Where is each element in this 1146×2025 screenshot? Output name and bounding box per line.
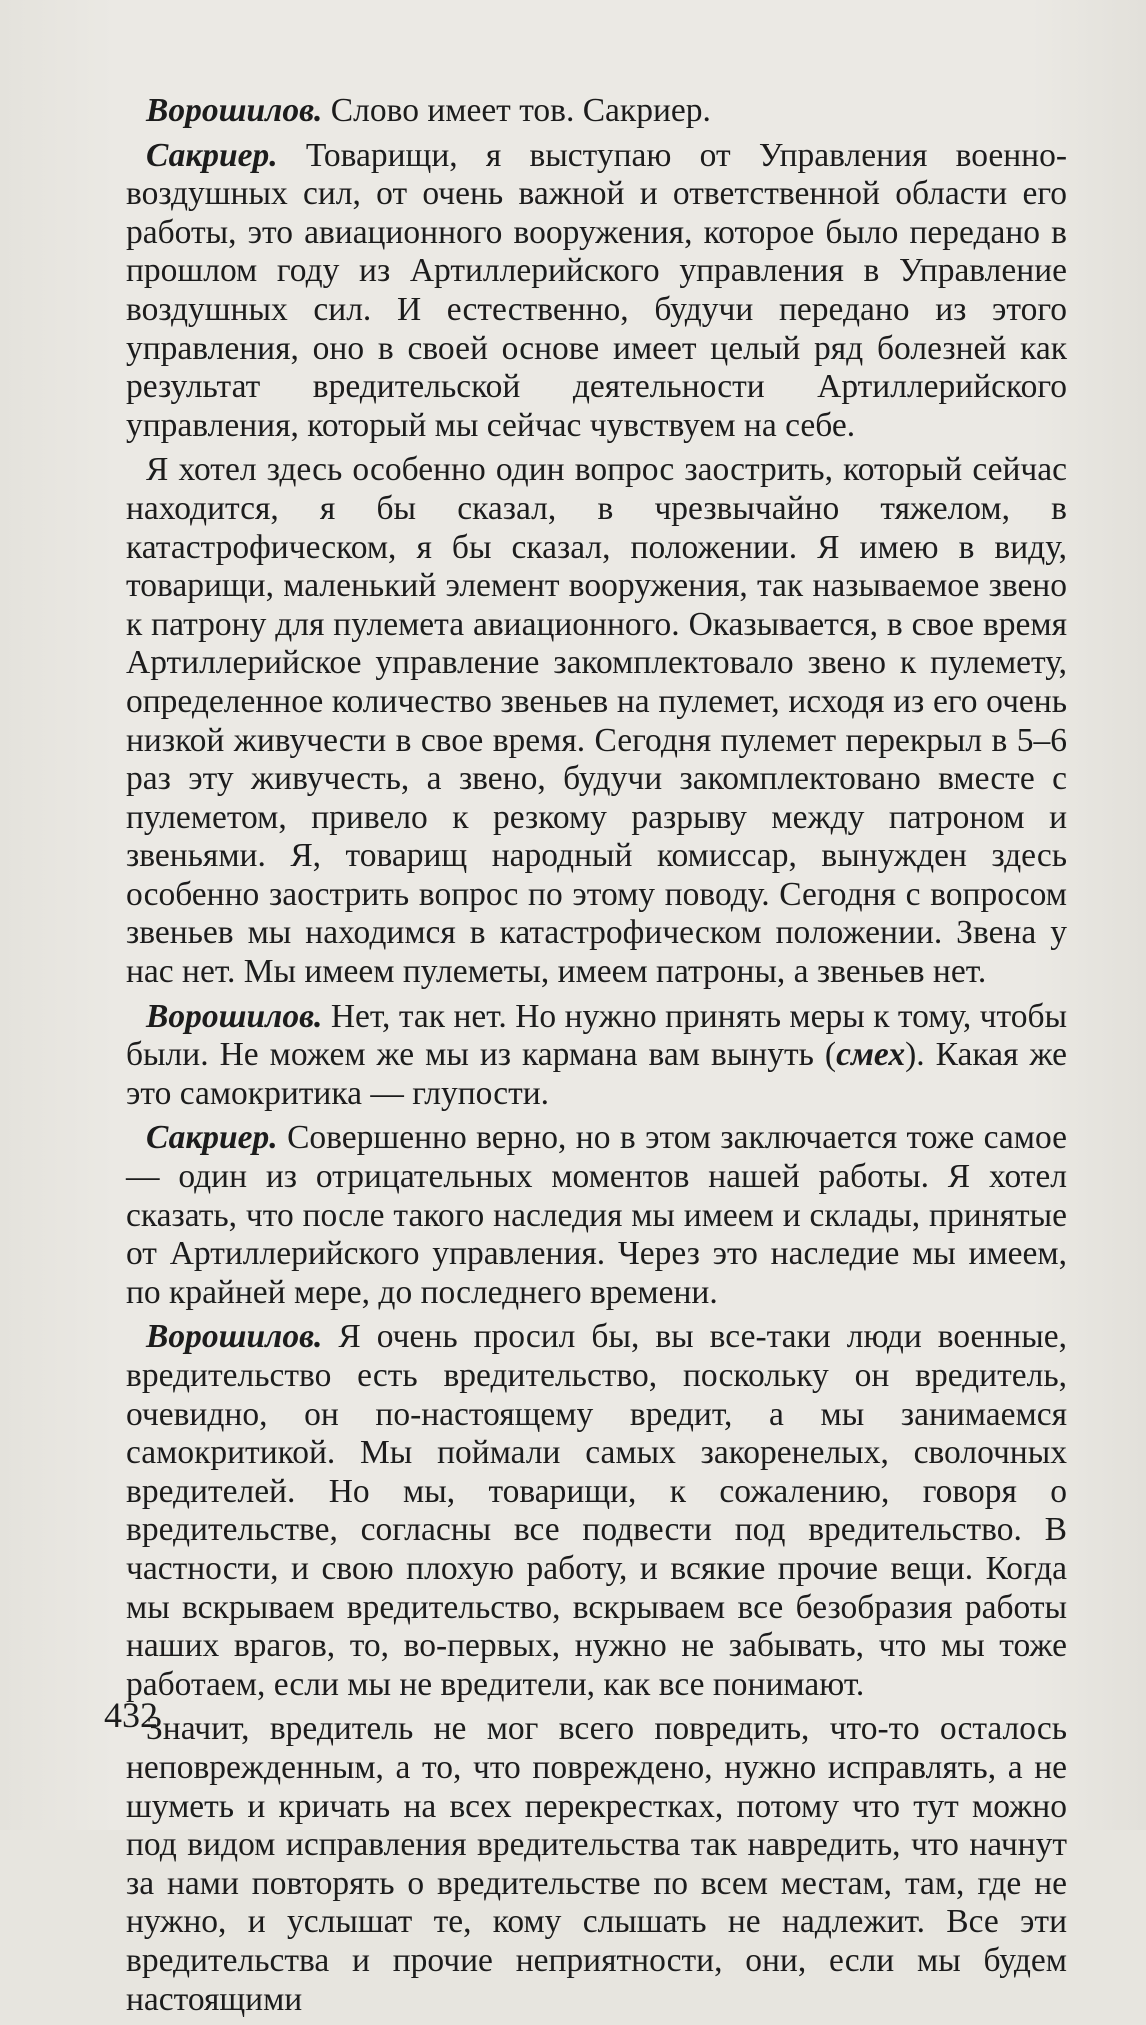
- paragraph-5: [126, 1119, 1067, 1312]
- speaker-name: Сакриер.: [146, 136, 278, 174]
- paragraph-6: [126, 1318, 1067, 1704]
- transcript-text: [126, 92, 1067, 2025]
- page-number: 432: [104, 1695, 158, 1735]
- paragraph-2: [126, 137, 1067, 446]
- paragraph-text: Я очень просил бы, вы все-таки люди военные, вредительство есть вредительство, поскольку он вредитель, очевидно, он по-настоящему вредит, а мы занимаемся самокритикой. Мы поймали самых закоренелых, сволочных вредителей. Но мы, товарищи, к сожалению, говоря о вредительстве, согласны все подвести под вредительство. В частности, и свою плохую работу, и всякие прочие вещи. Когда мы вскрываем вредительство, вскрываем все безобразия работы наших врагов, то, во-первых, нужно не забывать, что мы тоже работаем, если мы не вредители, как все понимают.: [126, 1318, 1067, 1703]
- paragraph-1: [126, 92, 1067, 131]
- paragraph-4: [126, 998, 1067, 1114]
- paragraph-text: Значит, вредитель не мог всего повредить, что-то осталось неповрежденным, а то, что повреждено, нужно исправлять, а не шуметь и кричать на всех перекрестках, потому что тут можно под видом исправления вредительства так навредить, что начнут за нами повторять о вредительстве по всем местам, там, где не нужно, и услышат те, кому слышать не надлежит. Все эти вредительства и прочие неприятности, они, если мы будем настоящими: [126, 1710, 1067, 2018]
- paragraph-text: Нет, так нет. Но нужно принять меры к тому, чтобы были. Не можем же мы из кармана вам вынуть (смех). Какая же это самокритика — глупости.: [126, 997, 1068, 1112]
- paragraph-3: [126, 451, 1067, 991]
- speaker-name: Ворошилов.: [146, 997, 323, 1035]
- paragraph-text: Совершенно верно, но в этом заключается тоже самое — один из отрицательных моментов нашей работы. Я хотел сказать, что после такого наследия мы имеем и склады, принятые от Артиллерийского управления. Через это наследие мы имеем, по крайней мере, до последнего времени.: [126, 1119, 1067, 1311]
- speaker-name: Ворошилов.: [146, 92, 323, 129]
- paragraph-text: Я хотел здесь особенно один вопрос заострить, который сейчас находится, я бы сказал, в чрезвычайно тяжелом, в катастрофическом, я бы сказал, положении. Я имею в виду, товарищи, маленький элемент вооружения, так называемое звено к патрону для пулемета авиационного. Оказывается, в свое время Артиллерийское управление закомплектовало звено к пулемету, определенное количество звеньев на пулемет, исходя из его очень низкой живучести в свое время. Сегодня пулемет перекрыл в 5–6 раз эту живучесть, а звено, будучи закомплектовано вместе с пулеметом, привело к резкому разрыву между патроном и звеньями. Я, товарищ народный комиссар, вынужден здесь особенно заострить вопрос по этому поводу. Сегодня с вопросом звеньев мы находимся в катастрофическом положении. Звена у нас нет. Мы имеем пулеметы, имеем патроны, а звеньев нет.: [126, 451, 1067, 991]
- paragraph-7: [126, 1710, 1067, 2019]
- speaker-name: Ворошилов.: [146, 1318, 323, 1356]
- speaker-name: Сакриер.: [146, 1119, 278, 1157]
- paragraph-text: Товарищи, я выступаю от Управления военно-воздушных сил, от очень важной и ответственной области его работы, это авиационного вооружения, которое было передано в прошлом году из Артиллерийского управления в Управление воздушных сил. И естественно, будучи передано из этого управления, оно в своей основе имеет целый ряд болезней как результат вредительской деятельности Артиллерийского управления, который мы сейчас чувствуем на себе.: [126, 136, 1067, 444]
- stage-direction: смех: [836, 1036, 906, 1074]
- paragraph-text: Слово имеет тов. Сакриер.: [322, 92, 711, 129]
